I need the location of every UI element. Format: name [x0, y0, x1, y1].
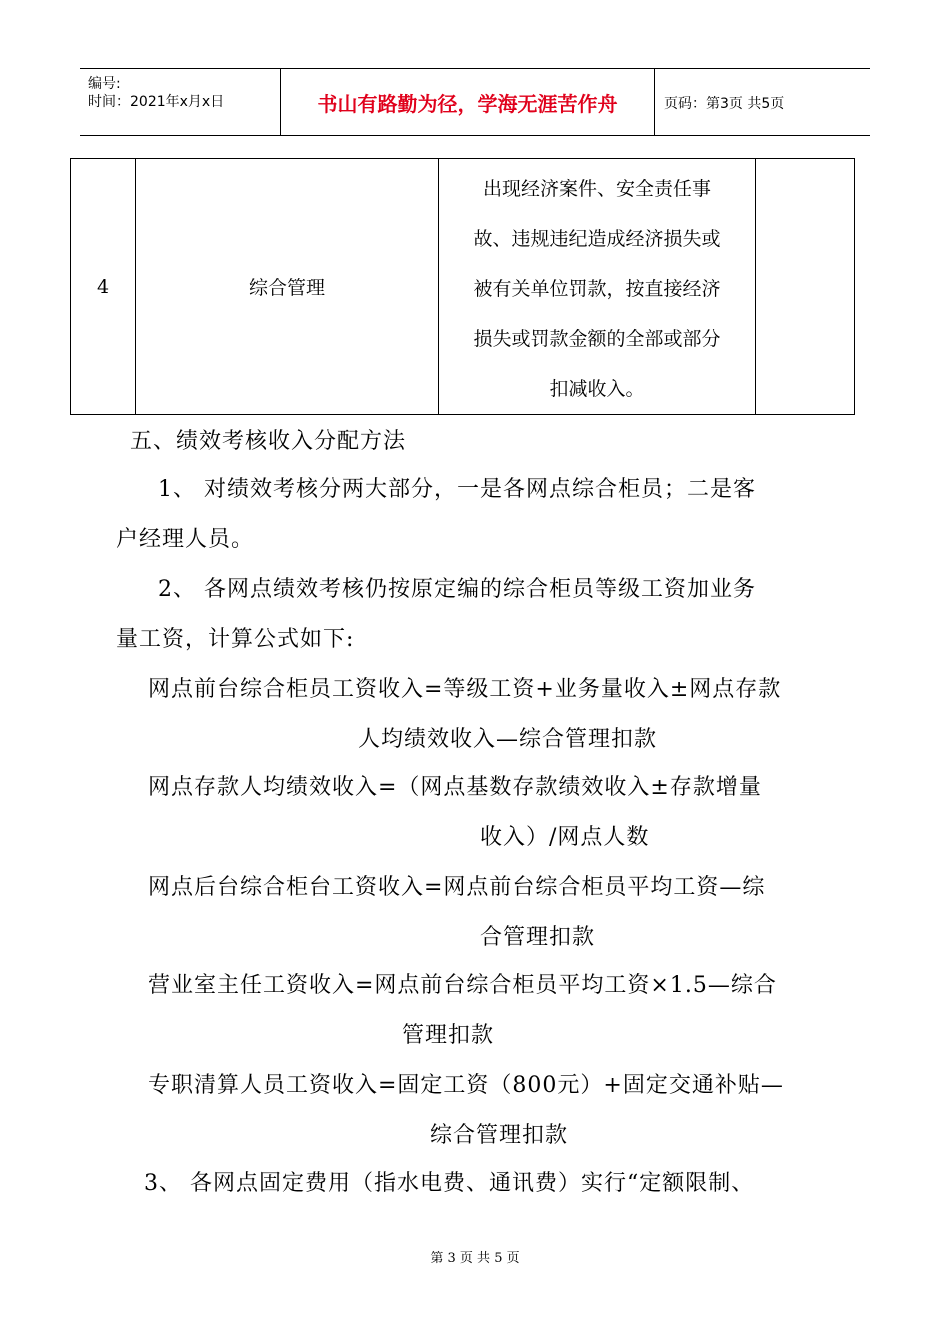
- formula2-line1: 网点存款人均绩效收入=（网点基数存款绩效收入±存款增量: [148, 775, 762, 800]
- formula3-line2: 合管理扣款: [480, 925, 596, 950]
- formula1-line1: 网点前台综合柜员工资收入=等级工资+业务量收入±网点存款: [148, 677, 782, 702]
- item3-line1: 3、 各网点固定费用（指水电费、通讯费）实行“定额限制、: [144, 1171, 755, 1196]
- document-date: 时间：2021年x月x日: [88, 94, 225, 110]
- item1-line1: 1、 对绩效考核分两大部分，一是各网点综合柜员；二是客: [158, 477, 756, 502]
- description-line: 损失或罚款金额的全部或部分: [473, 328, 721, 350]
- row-index: 4: [71, 159, 136, 415]
- description-line: 扣减收入。: [549, 378, 645, 400]
- formula1-line2: 人均绩效收入—综合管理扣款: [358, 727, 658, 752]
- header-meta-cell: [80, 69, 281, 135]
- description-line: 出现经济案件、安全责任事: [482, 178, 711, 200]
- formula4-line1: 营业室主任工资收入=网点前台综合柜员平均工资×1.5—综合: [148, 973, 777, 998]
- document-number-label: 编号:: [88, 76, 121, 92]
- formula2-line2: 收入）/网点人数: [480, 825, 650, 850]
- description-line: 故、违规违纪造成经济损失或: [473, 228, 721, 250]
- page-footer: 第 3 页 共 5 页: [430, 1251, 520, 1266]
- formula3-line1: 网点后台综合柜台工资收入=网点前台综合柜员平均工资—综: [148, 875, 766, 900]
- formula5-line2: 综合管理扣款: [430, 1123, 569, 1148]
- header-motto: 书山有路勤为径，学海无涯苦作舟: [281, 69, 655, 135]
- header-page-info: 页码：第3页 共5页: [664, 96, 785, 112]
- item1-line2: 户经理人员。: [116, 527, 255, 552]
- item2-line1: 2、 各网点绩效考核仍按原定编的综合柜员等级工资加业务: [158, 577, 756, 602]
- page-header: [80, 68, 870, 136]
- row-description: [439, 159, 756, 415]
- item2-line2: 量工资，计算公式如下:: [116, 627, 355, 652]
- section-title: 五、绩效考核收入分配方法: [130, 429, 407, 454]
- assessment-table: [70, 158, 855, 415]
- row-note: [756, 159, 855, 415]
- formula5-line1: 专职清算人员工资收入=固定工资（800元）+固定交通补贴—: [148, 1073, 784, 1098]
- row-item: 综合管理: [136, 159, 439, 415]
- formula4-line2: 管理扣款: [402, 1023, 495, 1048]
- table-row: [71, 159, 855, 415]
- description-line: 被有关单位罚款，按直接经济: [473, 278, 721, 300]
